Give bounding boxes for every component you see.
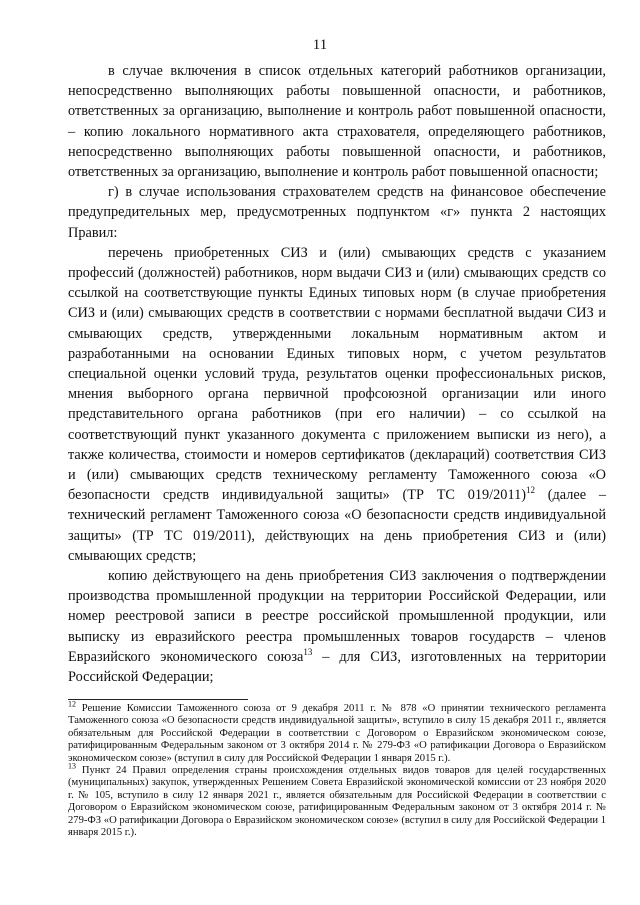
ppe-list-text-cont: (далее – технический регламент Таможенного союза «О безопасности средств индивидуальной защиты» (ТР ТС 019/2011), действующих на день приобретения СИЗ и (или) смывающих средств;: [68, 487, 606, 564]
footnote-ref-13: 13: [303, 647, 313, 658]
footnote-number: 13: [68, 761, 76, 771]
footnote-13: [68, 761, 606, 839]
production-conclusion-text-cont: – для СИЗ, изготовленных на территории Российской Федерации;: [68, 648, 606, 686]
paragraph-subitem-g: г) в случае использования страхователем средств на финансовое обеспечение предупредительных мер, предусмотренных подпунктом «г» пункта 2 настоящих Правил:: [68, 184, 606, 241]
footnote-text: Решение Комиссии Таможенного союза от 9 декабря 2011 г. № 878 «О принятии технического регламента Таможенного союза «О безопасности средств индивидуальной защиты», вступило в силу 15 декабря 2011 г., является обязательным для Российской Федерации в соответствии с Договором о Евразийском экономическом союзе, ратифицированным Федеральным законом от 3 октября 2014 г. № 279-ФЗ «О ратификации Договора о Евразийском экономическом союзе» (вступил в силу для Российской Федерации 1 января 2015 г.).: [68, 703, 606, 764]
footnote-12: [68, 699, 606, 765]
paragraph-hazardous-work-list: в случае включения в список отдельных категорий работников организации, непосредственно выполняющих работы повышенной опасности, и работников, ответственных за организацию, выполнение и контроль работ повышенной опасности, – копию локального нормативного акта страхователя, определяющего работников, непосредственно выполняющих работы повышенной опасности, и работников, ответственных за организацию, выполнение и контроль работ повышенной опасности;: [68, 63, 606, 181]
document-body: [68, 61, 606, 687]
footnotes: [68, 699, 606, 839]
footnote-number: 12: [68, 699, 76, 709]
footnote-text: Пункт 24 Правил определения страны происхождения отдельных видов товаров для целей государственных (муниципальных) закупок, утвержденных Решением Совета Евразийской экономической комиссии от 23 ноября 2020 г. № 105, вступило в силу 12 января 2021 г., является обязательным для Российской Федерации в соответствии с Договором о Евразийском экономическом союзе, ратифицированным Федеральным законом от 3 октября 2014 г. № 279-ФЗ «О ратификации Договора о Евразийском экономическом союзе» (вступил в силу для Российской Федерации 1 января 2015 г.).: [68, 765, 606, 839]
paragraph-production-conclusion: [68, 566, 606, 687]
footnote-divider: [68, 699, 248, 700]
paragraph-ppe-list: [68, 243, 606, 566]
footnote-ref-12: 12: [525, 485, 535, 496]
page-number: 11: [312, 37, 328, 53]
ppe-list-text: перечень приобретенных СИЗ и (или) смывающих средств с указанием профессий (должностей) работников, норм выдачи СИЗ и (или) смывающих средств со ссылкой на соответствующие пункты Единых типовых норм (в случае приобретения СИЗ и (или) смывающих средств в соответствии с нормами бесплатной выдачи СИЗ и смывающих средств, утвержденными локальным нормативным актом и разработанными на основании Единых типовых норм, с учетом результатов специальной оценки условий труда, результатов оценки профессиональных рисков, мнения выборного органа первичной профсоюзной организации или иного представительного органа работников (при его наличии) – со ссылкой на соответствующий пункт указанного документа с приложением выписки из него), а также количества, стоимости и номеров сертификатов (деклараций) соответствия СИЗ и (или) смывающих средств техническому регламенту Таможенного союза «О безопасности средств индивидуальной защиты» (ТР ТС 019/2011): [68, 244, 606, 504]
production-conclusion-text: копию действующего на день приобретения СИЗ заключения о подтверждении производства промышленной продукции на территории Российской Федерации, или номер реестровой записи в реестре российской промышленной продукции, или выписку из евразийского реестра промышленных товаров государств – членов Евразийского экономического союза: [68, 568, 606, 665]
